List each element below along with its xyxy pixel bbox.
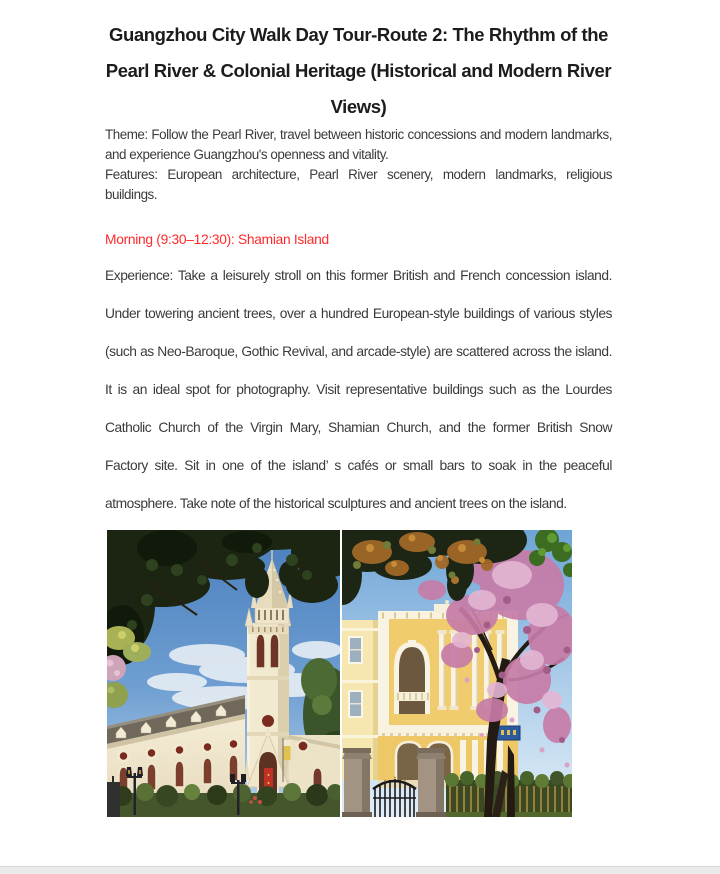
photo-lourdes-church	[107, 530, 340, 817]
experience-paragraph: Experience: Take a leisurely stroll on this former British and French concession island. Under towering ancient trees, over a hundred European-style buildings of various styles (such as Neo-Baroque, Gothic Revival, and arcade-style) are scattered across the island. It is an ideal spot for photography. Visit representative buildings such as the Lourdes Catholic Church of the Virgin Mary, Shamian Church, and the former British Snow Factory site. Sit in one of the island’ s cafés or small bars to soak in the peaceful atmosphere. Take note of the historical sculptures and ancient trees on the island.	[105, 268, 612, 511]
photo-row	[107, 530, 612, 817]
features-paragraph: Features: European architecture, Pearl River scenery, modern landmarks, religious buildings.	[105, 167, 612, 202]
theme-paragraph: Theme: Follow the Pearl River, travel between historic concessions and modern landmarks, and experience Guangzhou's openness and vitality.	[105, 127, 612, 162]
page-title: Guangzhou City Walk Day Tour-Route 2: The Rhythm of the Pearl River & Colonial Heritage (Historical and Modern River Views)	[105, 24, 612, 117]
section-heading-morning: Morning (9:30–12:30): Shamian Island	[105, 232, 329, 247]
photo-colonial-building	[342, 530, 572, 817]
document-page	[105, 0, 612, 817]
